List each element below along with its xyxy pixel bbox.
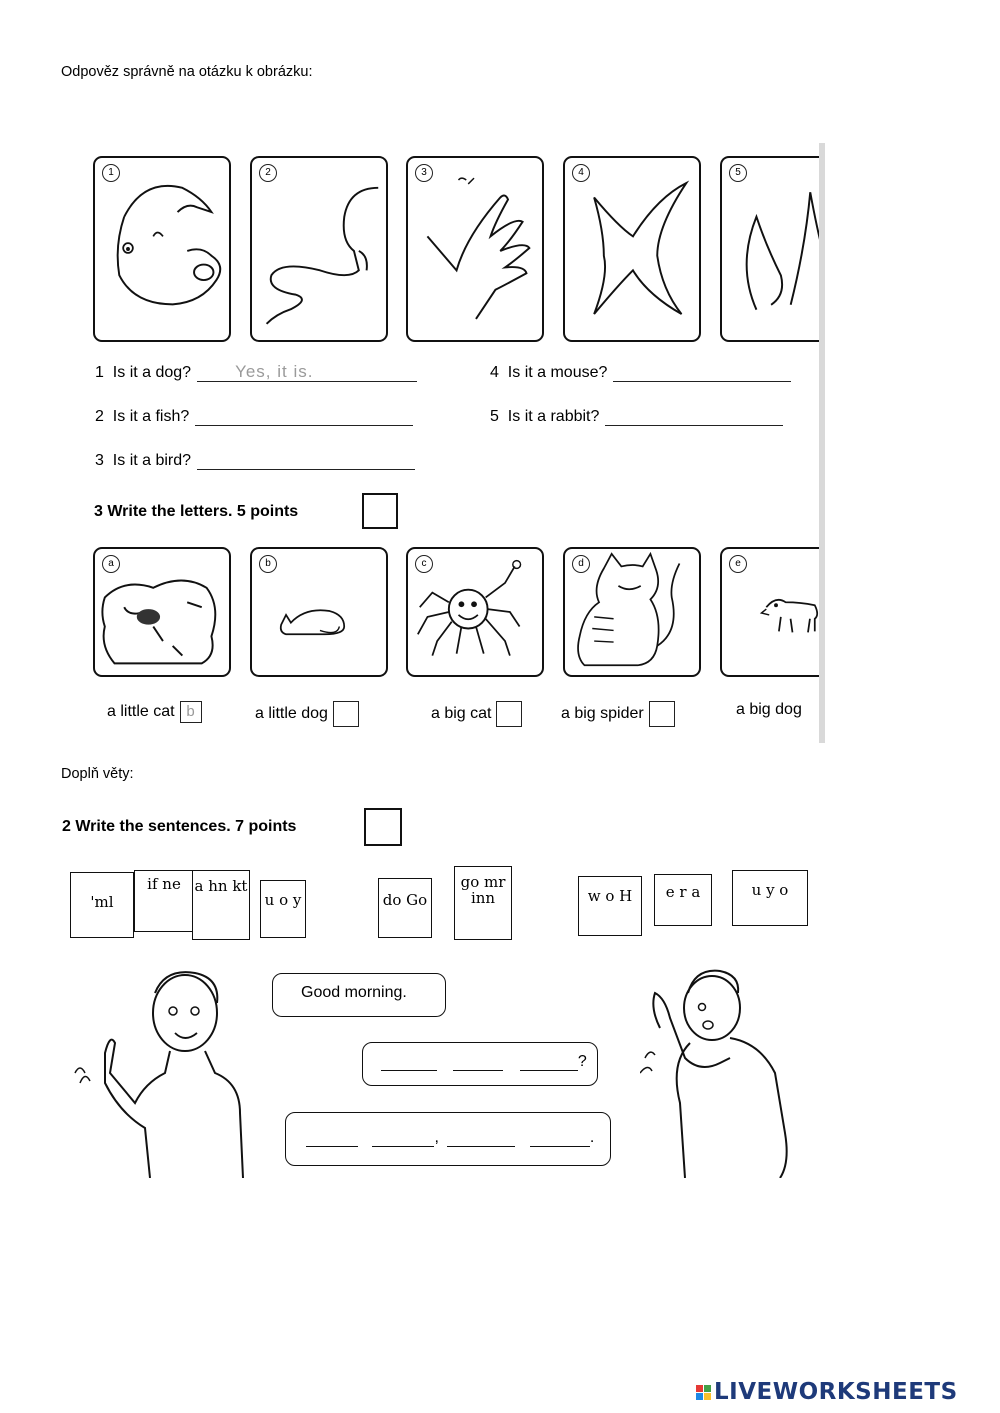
letter-box[interactable] — [649, 701, 675, 727]
picture-letter: a — [102, 555, 120, 573]
picture-frame-1 — [93, 156, 231, 342]
fish-tail-drawing — [565, 158, 699, 340]
rabbit-ears-drawing — [722, 158, 825, 340]
picture-letter: d — [572, 555, 590, 573]
picture-frame-a — [93, 547, 231, 677]
picture-frame-c — [406, 547, 544, 677]
picture-frame-b — [250, 547, 388, 677]
picture-letter: b — [259, 555, 277, 573]
picture-number: 4 — [572, 164, 590, 182]
letter-box-1: 'ml — [70, 872, 134, 938]
boy-waving-drawing — [65, 963, 255, 1178]
little-dog-drawing — [722, 549, 825, 675]
logo-mark-icon — [696, 1385, 711, 1400]
letter-box-5: do Go — [378, 878, 432, 938]
question-number: 1 — [95, 364, 104, 381]
picture-number: 5 — [729, 164, 747, 182]
label-text: a little cat — [107, 703, 175, 720]
dog-head-drawing — [95, 158, 229, 340]
picture-letter: e — [729, 555, 747, 573]
letter-box-2: if ne — [134, 870, 194, 932]
section-2-title: 2 Write the sentences. 7 points — [62, 818, 297, 835]
question-number: 2 — [95, 408, 104, 425]
instruction-text-1: Odpověz správně na otázku k obrázku: — [61, 64, 313, 80]
letter-box[interactable] — [496, 701, 522, 727]
big-dog-drawing — [95, 549, 229, 675]
answer-field-3[interactable] — [197, 451, 415, 470]
label-a-big-cat — [431, 701, 522, 727]
letter-box-3: a hn kt — [192, 870, 250, 940]
question-text: Is it a rabbit? — [507, 408, 600, 425]
little-cat-drawing — [252, 549, 386, 675]
picture-frame-3 — [406, 156, 544, 342]
blank-word-3[interactable] — [520, 1056, 578, 1071]
blank-word-4[interactable] — [306, 1132, 358, 1147]
picture-number: 3 — [415, 164, 433, 182]
label-a-big-dog — [736, 701, 802, 719]
blank-word-7[interactable] — [530, 1132, 590, 1147]
picture-frame-e — [720, 547, 825, 677]
label-text: a big cat — [431, 705, 492, 722]
answer-value: Yes, it is. — [235, 362, 314, 381]
blank-word-2[interactable] — [453, 1056, 503, 1071]
question-2 — [95, 407, 413, 426]
question-text: Is it a dog? — [112, 364, 192, 381]
tail-drawing — [252, 158, 386, 340]
speech-bubble-question — [362, 1042, 598, 1086]
answer-field-5[interactable] — [605, 407, 783, 426]
question-1 — [95, 363, 417, 382]
label-a-little-cat — [107, 701, 202, 723]
boy-clapping-drawing — [640, 963, 820, 1178]
picture-frame-5 — [720, 156, 825, 342]
blank-word-6[interactable] — [447, 1132, 515, 1147]
scan-edge — [819, 143, 825, 743]
question-5 — [490, 407, 783, 426]
points-box-3[interactable] — [362, 493, 398, 529]
section-3-title: 3 Write the letters. 5 points — [94, 503, 299, 520]
period: . — [589, 1129, 595, 1146]
spider-drawing — [408, 549, 542, 675]
liveworksheets-logo — [696, 1379, 958, 1405]
letter-box[interactable] — [333, 701, 359, 727]
question-number: 5 — [490, 408, 499, 425]
speech-bubble-answer — [285, 1112, 611, 1166]
letter-box-8: e r a — [654, 874, 712, 926]
picture-frame-4 — [563, 156, 701, 342]
question-number: 4 — [490, 364, 499, 381]
letter-box-4: u o y — [260, 880, 306, 938]
big-cat-drawing — [565, 549, 699, 675]
worksheet-scan-1 — [60, 143, 825, 743]
question-text: Is it a fish? — [112, 408, 190, 425]
question-number: 3 — [95, 452, 104, 469]
answer-field-4[interactable] — [613, 363, 791, 382]
points-box-2[interactable] — [364, 808, 402, 846]
question-mark: ? — [577, 1053, 587, 1070]
question-text: Is it a bird? — [112, 452, 192, 469]
logo-text: LIVEWORKSHEETS — [714, 1379, 958, 1405]
question-4 — [490, 363, 791, 382]
letter-box[interactable]: b — [180, 701, 202, 723]
answer-field-1[interactable] — [197, 363, 417, 382]
speech-bubble-good-morning — [272, 973, 446, 1017]
picture-frame-d — [563, 547, 701, 677]
wing-drawing — [408, 158, 542, 340]
worksheet-scan-2 — [60, 798, 820, 1178]
picture-number: 2 — [259, 164, 277, 182]
picture-letter: c — [415, 555, 433, 573]
label-text: a big spider — [561, 705, 644, 722]
letter-box-6: go mr inn — [454, 866, 512, 940]
label-text: a little dog — [255, 705, 328, 722]
instruction-text-2: Doplň věty: — [61, 766, 134, 782]
letter-box-9: u y o — [732, 870, 808, 926]
speech-text: Good morning. — [301, 984, 407, 1001]
blank-word-1[interactable] — [381, 1056, 437, 1071]
picture-frame-2 — [250, 156, 388, 342]
label-a-little-dog — [255, 701, 359, 727]
question-text: Is it a mouse? — [507, 364, 608, 381]
question-3 — [95, 451, 415, 470]
blank-word-5[interactable] — [372, 1132, 434, 1147]
label-a-big-spider — [561, 701, 675, 727]
picture-number: 1 — [102, 164, 120, 182]
label-text: a big dog — [736, 701, 802, 718]
answer-field-2[interactable] — [195, 407, 413, 426]
comma: , — [434, 1129, 439, 1146]
letter-box-7: w o H — [578, 876, 642, 936]
